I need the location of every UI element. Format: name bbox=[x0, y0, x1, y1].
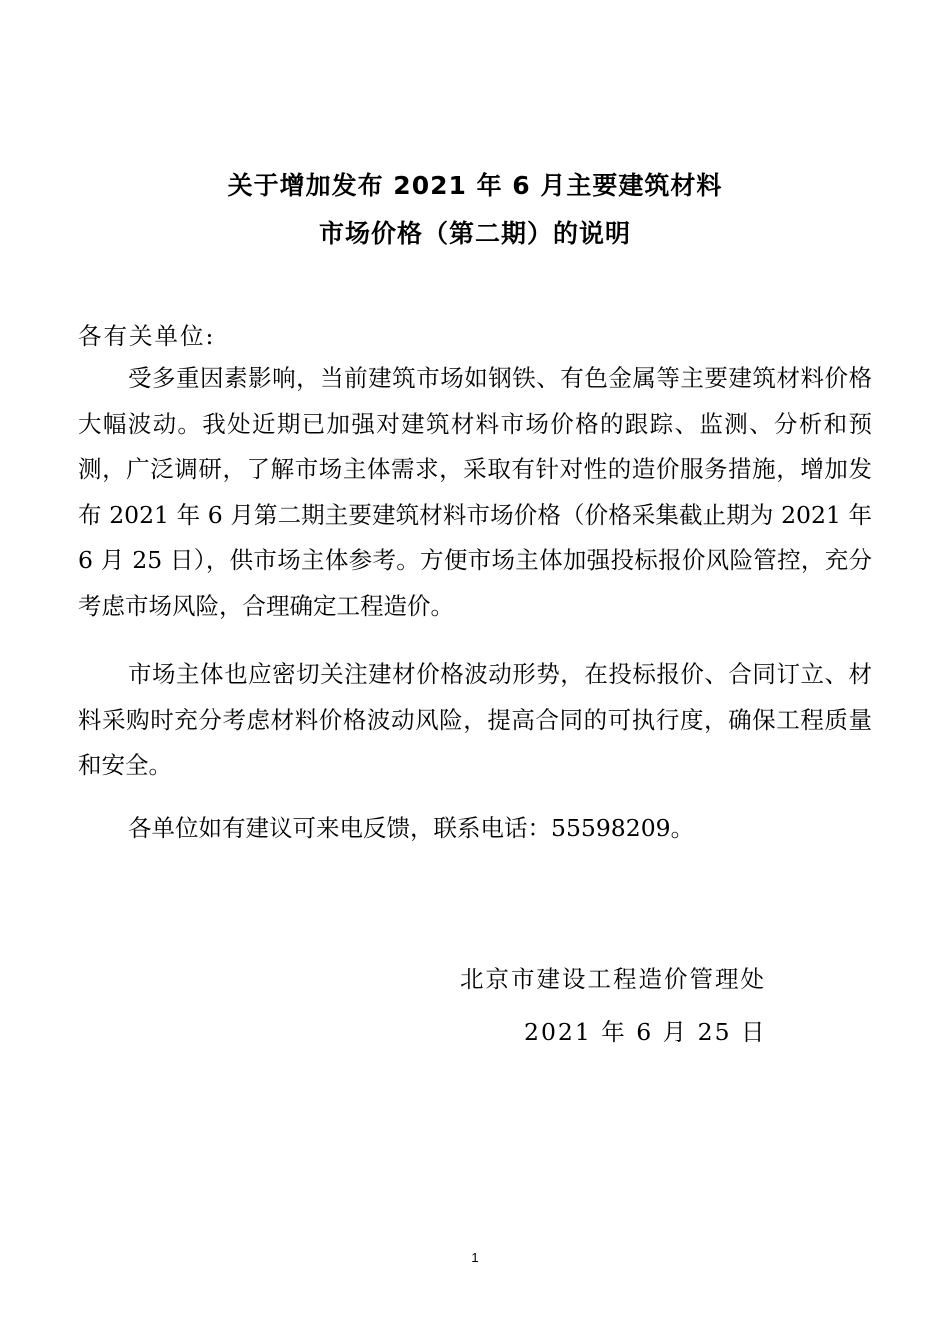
page-number: 1 bbox=[471, 1250, 479, 1265]
body-paragraph-2: 市场主体也应密切关注建材价格波动形势，在投标报价、合同订立、材料采购时充分考虑材料价格波动风险，提高合同的可执行度，确保工程质量和安全。 bbox=[78, 660, 872, 779]
body-paragraph-3: 各单位如有建议可来电反馈，联系电话：55598209。 bbox=[128, 814, 695, 842]
document-title-line-2: 市场价格（第二期）的说明 bbox=[318, 219, 631, 248]
signature-organization: 北京市建设工程造价管理处 bbox=[460, 965, 766, 993]
signature-date: 2021 年 6 月 25 日 bbox=[524, 1018, 767, 1046]
salutation: 各有关单位: bbox=[78, 322, 216, 350]
document-title-line-1: 关于增加发布 2021 年 6 月主要建筑材料 bbox=[227, 171, 723, 200]
body-paragraph-1: 受多重因素影响，当前建筑市场如钢铁、有色金属等主要建筑材料价格大幅波动。我处近期已加强对建筑材料市场价格的跟踪、监测、分析和预测，广泛调研，了解市场主体需求，采取有针对性的造价服务措施，增加发布 2021 年 6 月第二期主要建筑材料市场价格（价格采集截止期为 2021 年 6 月 25 日），供市场主体参考。方便市场主体加强投标报价风险管控，充分考虑市场风险，合理确定工程造价。 bbox=[78, 364, 872, 620]
